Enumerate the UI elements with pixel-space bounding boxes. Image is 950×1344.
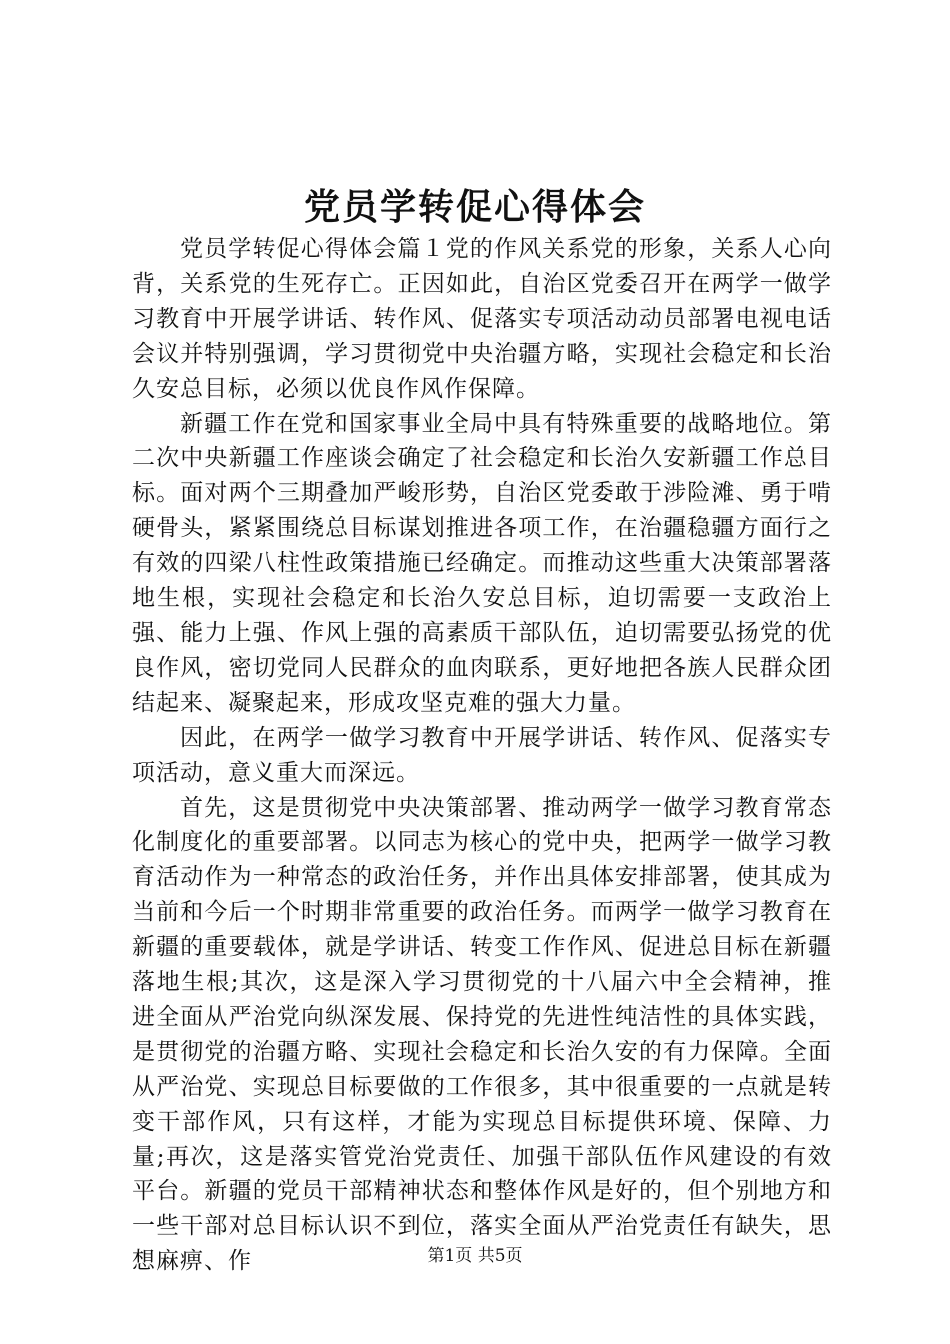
paragraph-1: 党员学转促心得体会篇１党的作风关系党的形象，关系人心向背，关系党的生死存亡。正因如此，自治区党委召开在两学一做学习教育中开展学讲话、转作风、促落实专项活动动员部署电视电话会议并特别强调，学习贯彻党中央治疆方略，实现社会稳定和长治久安总目标，必须以优良作风作保障。 bbox=[132, 236, 832, 402]
page-number-footer: 第1页 共5页 bbox=[427, 1246, 523, 1266]
paragraph-3: 因此，在两学一做学习教育中开展学讲话、转作风、促落实专项活动，意义重大而深远。 bbox=[132, 724, 832, 786]
document-body bbox=[132, 232, 832, 1279]
paragraph-4: 首先，这是贯彻党中央决策部署、推动两学一做学习教育常态化制度化的重要部署。以同志为核心的党中央，把两学一做学习教育活动作为一种常态的政治任务，并作出具体安排部署，使其成为当前和今后一个时期非常重要的政治任务。而两学一做学习教育在新疆的重要载体，就是学讲话、转变工作作风、促进总目标在新疆落地生根;其次，这是深入学习贯彻党的十八届六中全会精神，推进全面从严治党向纵深发展、保持党的先进性纯洁性的具体实践，是贯彻党的治疆方略、实现社会稳定和长治久安的有力保障。全面从严治党、实现总目标要做的工作很多，其中很重要的一点就是转变干部作风，只有这样，才能为实现总目标提供环境、保障、力量;再次，这是落实管党治党责任、加强干部队伍作风建设的有效平台。新疆的党员干部精神状态和整体作风是好的，但个别地方和一些干部对总目标认识不到位，落实全面从严治党责任有缺失，思想麻痹、作 bbox=[132, 794, 832, 1275]
paragraph-2: 新疆工作在党和国家事业全局中具有特殊重要的战略地位。第二次中央新疆工作座谈会确定了社会稳定和长治久安新疆工作总目标。面对两个三期叠加严峻形势，自治区党委敢于涉险滩、勇于啃硬骨头，紧紧围绕总目标谋划推进各项工作，在治疆稳疆方面行之有效的四梁八柱性政策措施已经确定。而推动这些重大决策部署落地生根，实现社会稳定和长治久安总目标，迫切需要一支政治上强、能力上强、作风上强的高素质干部队伍，迫切需要弘扬党的优良作风，密切党同人民群众的血肉联系，更好地把各族人民群众团结起来、凝聚起来，形成攻坚克难的强大力量。 bbox=[132, 410, 832, 716]
document-title: 党员学转促心得体会 bbox=[303, 186, 646, 228]
